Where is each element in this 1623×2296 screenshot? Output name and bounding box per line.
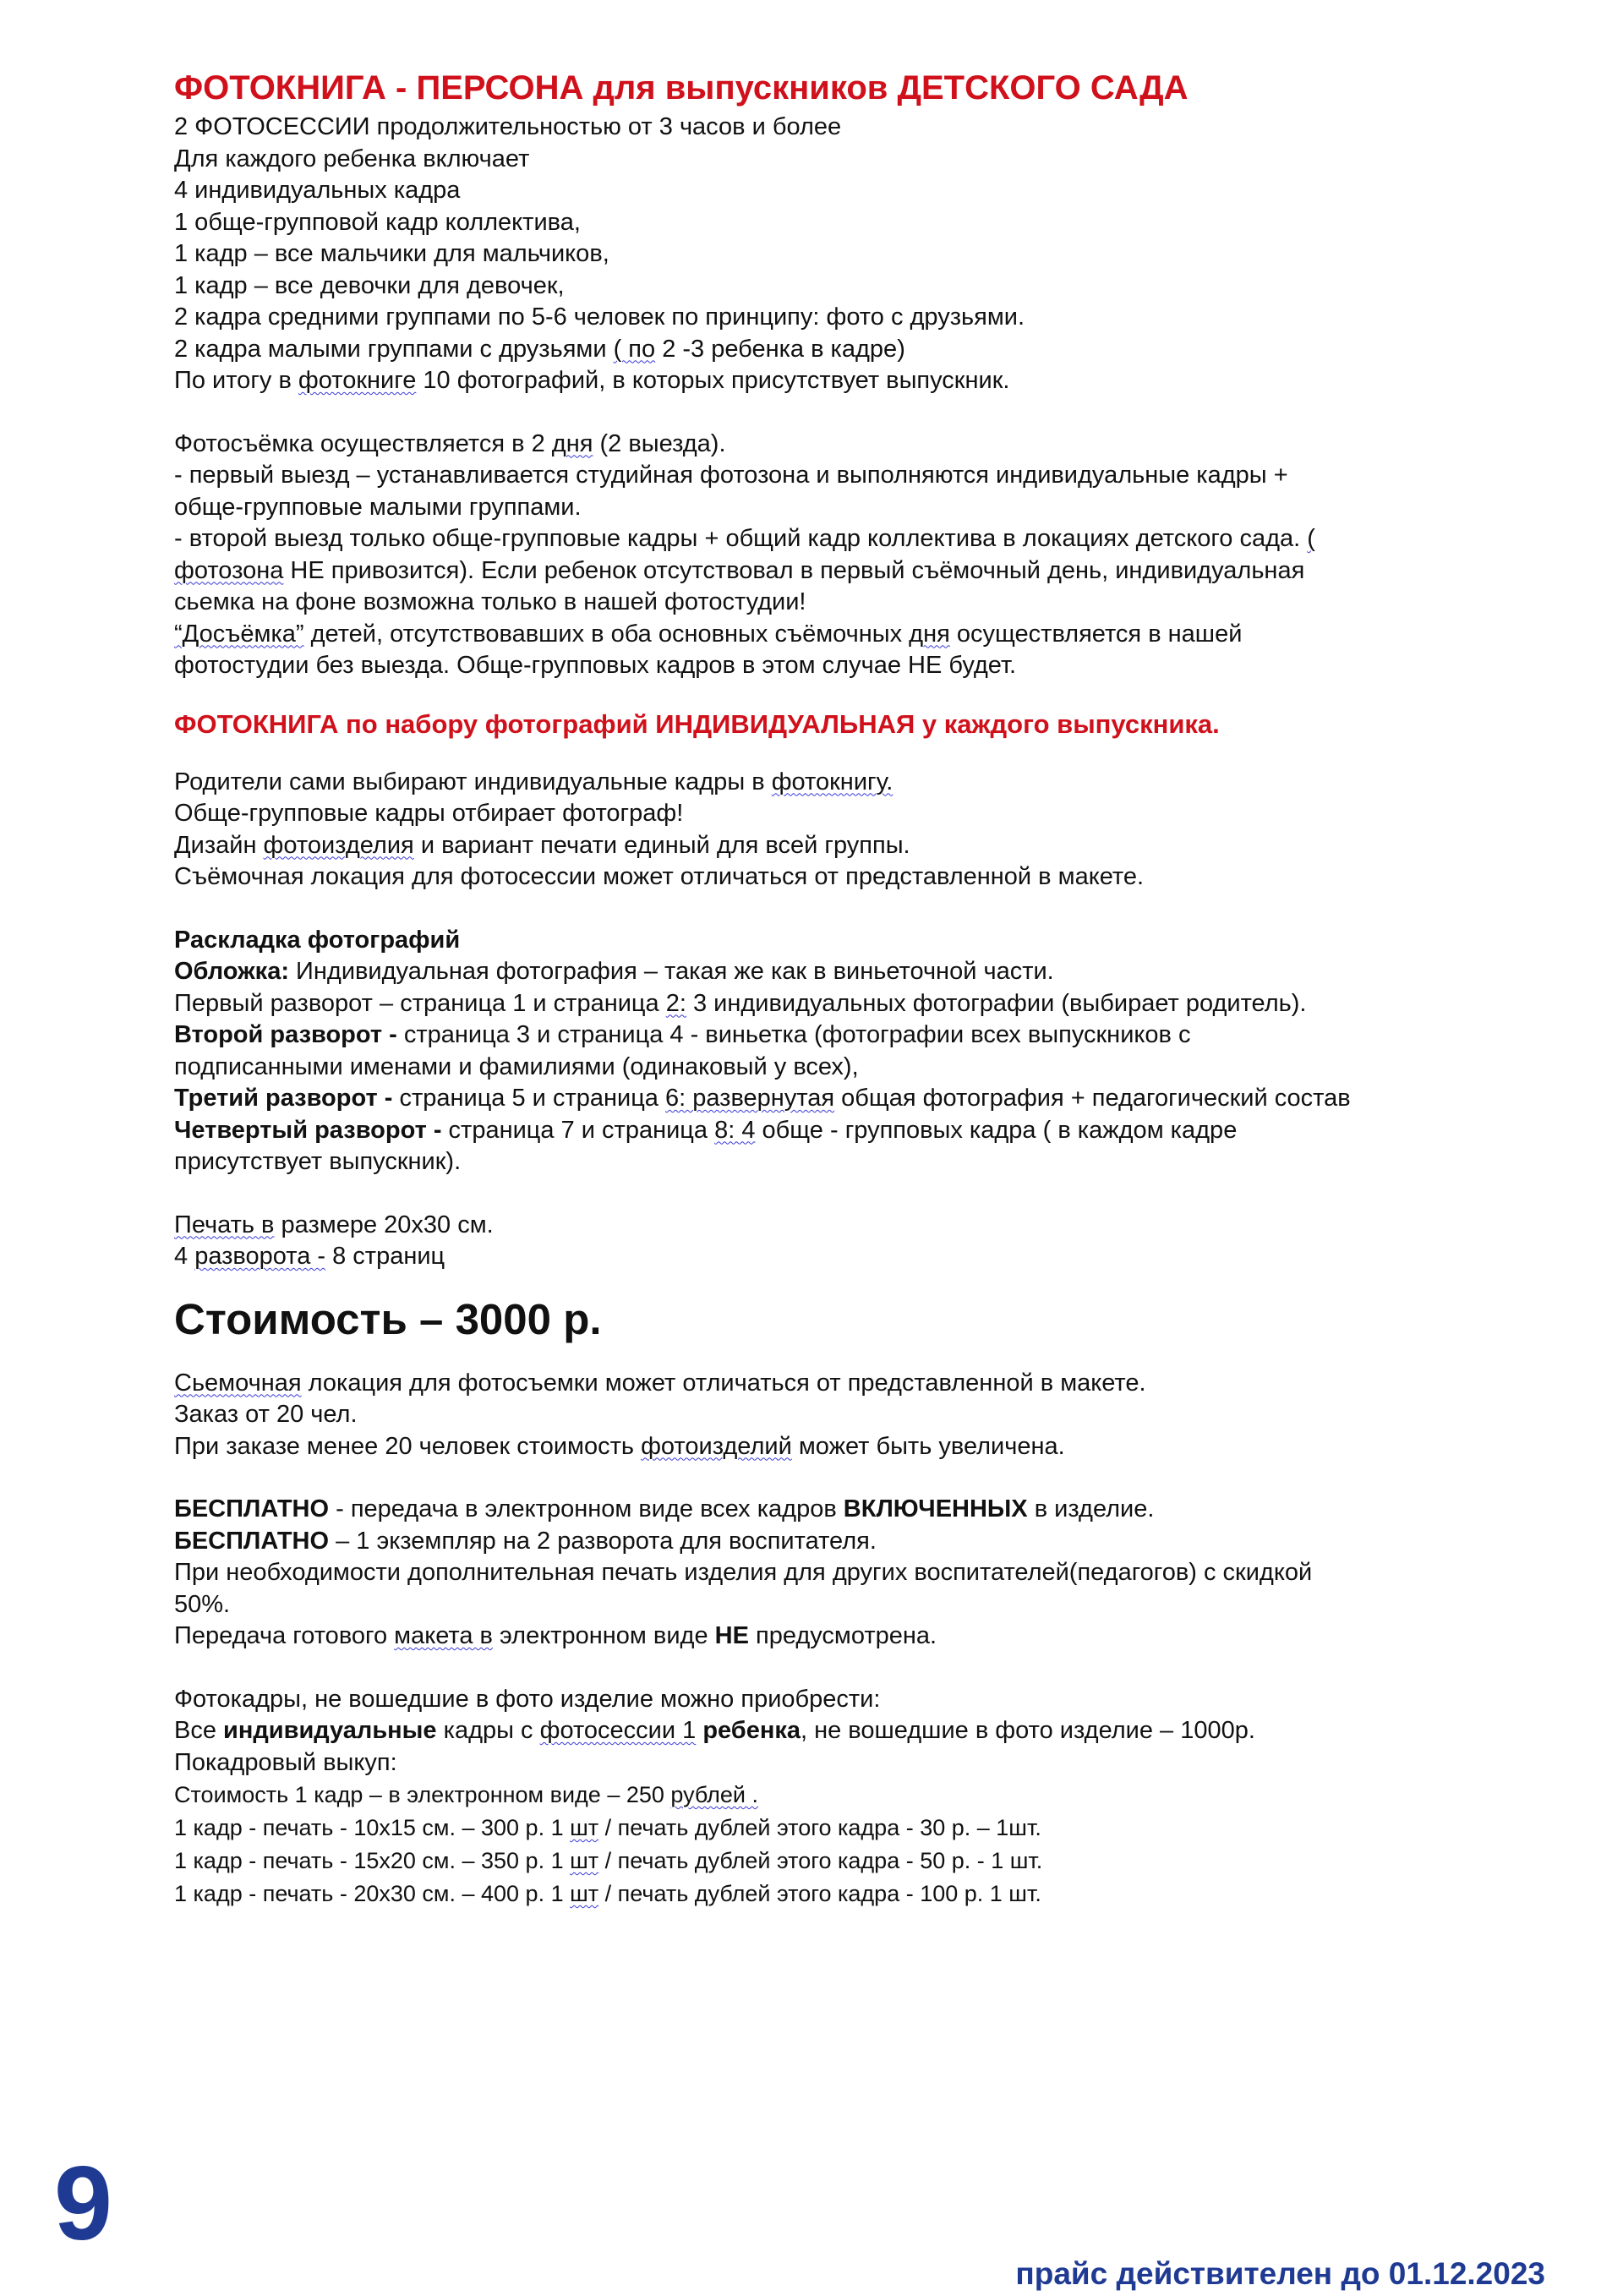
- intro-line: Для каждого ребенка включает: [174, 145, 530, 172]
- free-line: Передача готового макета в электронном виде НЕ предусмотрена.: [174, 1622, 937, 1649]
- layout-line: Второй разворот - страница 3 и страница 4 - виньетка (фотографии всех выпускников с: [174, 1021, 1191, 1048]
- price-list-line: 1 кадр - печать - 10х15 см. – 300 р. 1 шт / печать дублей этого кадра - 30 р. – 1шт.: [174, 1815, 1041, 1840]
- layout-line: Обложка: Индивидуальная фотография – такая же как в виньеточной части.: [174, 958, 1054, 985]
- free-line: БЕСПЛАТНО - передача в электронном виде всех кадров ВКЛЮЧЕННЫХ в изделие.: [174, 1495, 1155, 1522]
- print-line: Печать в размере 20х30 см.: [174, 1211, 494, 1238]
- shoot-line: - второй выезд только обще-групповые кадры + общий кадр коллектива в локациях детского сада. (: [174, 525, 1315, 552]
- shoot-line: “Досъёмка” детей, отсутствовавших в оба основных съёмочных дня осуществляется в нашей: [174, 620, 1243, 648]
- shoot-line: Фотосъёмка осуществляется в 2 дня (2 выезда).: [174, 429, 726, 457]
- intro-line: 1 кадр – все девочки для девочек,: [174, 271, 565, 299]
- parents-line: Дизайн фотоизделия и вариант печати единый для всей группы.: [174, 831, 910, 859]
- order-line: При заказе менее 20 человек стоимость фотоизделий может быть увеличена.: [174, 1432, 1065, 1460]
- page-title: ФОТОКНИГА - ПЕРСОНА для выпускников ДЕТСКОГО САДА: [174, 69, 1189, 107]
- parents-line: Родители сами выбирают индивидуальные кадры в фотокнигу.: [174, 768, 893, 795]
- extra-line: Все индивидуальные кадры с фотосессии 1 ребенка, не вошедшие в фото изделие – 1000р.: [174, 1717, 1255, 1744]
- parents-section: [174, 767, 1544, 894]
- free-line: 50%.: [174, 1590, 231, 1618]
- parents-line: Съёмочная локация для фотосессии может отличаться от представленной в макете.: [174, 863, 1145, 890]
- order-section: [174, 1368, 1544, 1463]
- parents-line: Обще-групповые кадры отбирает фотограф!: [174, 800, 684, 827]
- intro-section: [174, 112, 1544, 397]
- order-line: Сьемочная локация для фотосъемки может отличаться от представленной в макете.: [174, 1369, 1146, 1397]
- intro-line: 2 кадра средними группами по 5-6 человек по принципу: фото с друзьями.: [174, 303, 1025, 331]
- layout-section: [174, 925, 1544, 1178]
- print-line: 4 разворота - 8 страниц: [174, 1243, 445, 1270]
- print-section: [174, 1210, 1544, 1273]
- free-line: БЕСПЛАТНО – 1 экземпляр на 2 разворота для воспитателя.: [174, 1527, 877, 1555]
- shoot-line: фотостудии без выезда. Обще-групповых кадров в этом случае НЕ будет.: [174, 652, 1017, 679]
- intro-line: 2 кадра малыми группами с друзьями ( по 2 -3 ребенка в кадре): [174, 335, 905, 363]
- document-page: [174, 64, 1544, 1911]
- price-validity-note: прайс действителен до 01.12.2023: [1015, 2256, 1545, 2291]
- page-number: 9: [54, 2146, 112, 2262]
- free-line: При необходимости дополнительная печать изделия для других воспитателей(педагогов) с скидкой: [174, 1559, 1313, 1586]
- shoot-line: - первый выезд – устанавливается студийная фотозона и выполняются индивидуальные кадры +: [174, 462, 1288, 489]
- shoot-line: фотозона НЕ привозится). Если ребенок отсутствовал в первый съёмочный день, индивидуальная: [174, 556, 1305, 584]
- layout-line: Третий разворот - страница 5 и страница 6: развернутая общая фотография + педагогический состав: [174, 1085, 1351, 1112]
- intro-line: 1 кадр – все мальчики для мальчиков,: [174, 240, 609, 267]
- layout-line: Первый разворот – страница 1 и страница 2: 3 индивидуальных фотографии (выбирает родитель).: [174, 989, 1307, 1017]
- extra-section: [174, 1684, 1544, 1911]
- free-section: [174, 1494, 1544, 1653]
- layout-heading: Раскладка фотографий: [174, 926, 461, 954]
- intro-line: 1 обще-групповой кадр коллектива,: [174, 208, 581, 236]
- price-heading: Стоимость – 3000 р.: [174, 1294, 602, 1343]
- price-list-line: 1 кадр - печать - 15х20 см. – 350 р. 1 шт / печать дублей этого кадра - 50 р. - 1 шт.: [174, 1848, 1043, 1873]
- extra-line: Фотокадры, не вошедшие в фото изделие можно приобрести:: [174, 1685, 881, 1713]
- intro-line: По итогу в фотокниге 10 фотографий, в которых присутствует выпускник.: [174, 367, 1010, 394]
- price-list-line: Стоимость 1 кадр – в электронном виде – 250 рублей .: [174, 1782, 759, 1807]
- layout-line: подписанными именами и фамилиями (одинаковый у всех),: [174, 1052, 859, 1080]
- layout-line: Четвертый разворот - страница 7 и страница 8: 4 обще - групповых кадра ( в каждом кадре: [174, 1116, 1238, 1144]
- layout-line: присутствует выпускник).: [174, 1148, 462, 1175]
- shoot-line: обще-групповые малыми группами.: [174, 493, 582, 521]
- price-list-line: 1 кадр - печать - 20х30 см. – 400 р. 1 шт / печать дублей этого кадра - 100 р. 1 шт.: [174, 1881, 1041, 1906]
- shoot-section: [174, 429, 1544, 682]
- order-line: Заказ от 20 чел.: [174, 1401, 358, 1428]
- shoot-line: сьемка на фоне возможна только в нашей фотостудии!: [174, 588, 806, 615]
- section-heading: ФОТОКНИГА по набору фотографий ИНДИВИДУАЛЬНАЯ у каждого выпускника.: [174, 708, 1220, 739]
- intro-line: 4 индивидуальных кадра: [174, 177, 461, 204]
- intro-line: 2 ФОТОСЕССИИ продолжительностью от 3 часов и более: [174, 113, 842, 140]
- extra-line: Покадровый выкуп:: [174, 1748, 397, 1776]
